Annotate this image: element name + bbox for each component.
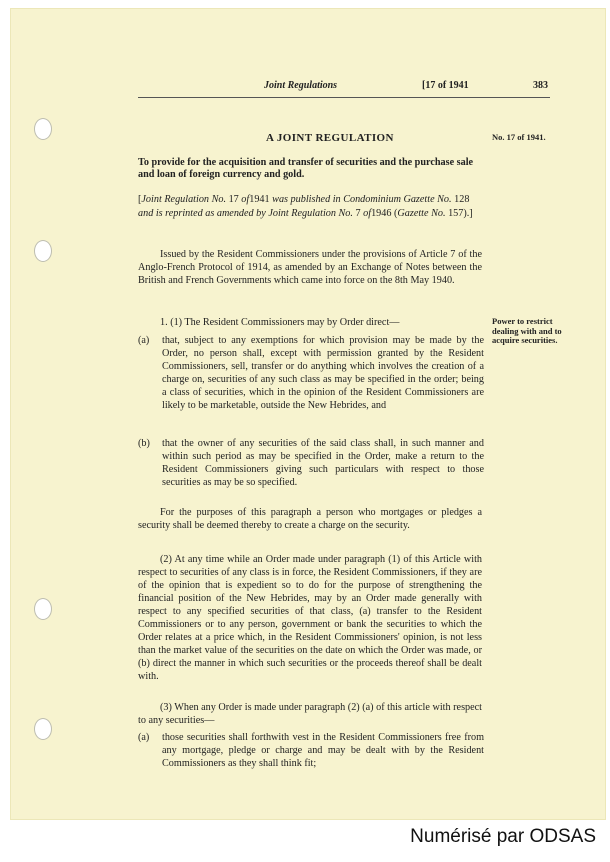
clause-3a-text: those securities shall forthwith vest in the Resident Commissioners free from any mortgage, pledge or charge and may be dealt with by the Resident Commissioners as they shall think fit; [162,732,484,769]
purposes-paragraph: For the purposes of this paragraph a person who mortgages or pledges a security shall be deemed thereby to create a charge on the security. [138,507,482,531]
binder-hole-3 [34,598,52,620]
digitization-watermark: Numérisé par ODSAS [410,826,596,847]
article-1-lead: 1. (1) The Resident Commissioners may by Order direct— [160,317,400,328]
margin-note-number: No. 17 of 1941. [492,132,546,142]
page-number: 383 [533,80,548,91]
document-page [10,8,606,820]
binder-hole-4 [34,718,52,740]
intro-paragraph: Issued by the Resident Commissioners under the provisions of Article 7 of the Anglo-French Protocol of 1914, as amended by an Exchange of Notes between the British and French Governments which came into force on the 8th May 1940. [138,249,482,286]
paragraph-2: (2) At any time while an Order made under paragraph (1) of this Article with respect to securities of any class is in force, the Resident Commissioners, if they are of the opinion that is expedient so to do for the purpose of strengthening the financial position of the New Hebrides, may by an Order made generally with respect to any specified securities of that class, (a) transfer to the Resident Commissioners or to any person, government or bank the securities to which the Order relates at a price which, in the Resident Commissioners' opinion, is not less than the market value of the securities on the date on which the Order was made, or (b) direct the manner in which such securities or the proceeds thereof shall be dealt with. [138,554,482,682]
clause-b-label: (b) [138,438,150,449]
margin-note-power: Power to restrict dealing with and to acquire securities. [492,316,562,345]
regulation-subtitle: To provide for the acquisition and transfer of securities and the purchase sale and loan of foreign currency and gold. [138,157,474,180]
clause-b-text: that the owner of any securities of the said class shall, in such manner and within such period as may be specified in the Order, make a return to the Resident Commissioners giving such particulars with respect to those securities as may be so specified. [162,438,484,488]
running-header-title: Joint Regulations [264,80,338,91]
binder-hole-2 [34,240,52,262]
paragraph-3: (3) When any Order is made under paragraph (2) (a) of this article with respect to any securities— [138,702,482,726]
clause-a-text: that, subject to any exemptions for which provision may be made by the Order, no person shall, except with permission granted by the Resident Commissioners, sell, transfer or do anything which involves the creation of a charge on, securities of any such class as may be specified in the order; being a class of securities, which in the opinion of the Resident Commissioners are likely to be marketable, outside the New Hebrides, and [162,335,484,411]
clause-3a [138,731,484,770]
header-rule [138,97,550,98]
publication-note: [Joint Regulation No. 17 of1941 was published in Condominium Gazette No. 128 and is reprinted as amended by Joint Regulation No. 7 of1946 (Gazette No. 157).] [138,194,473,219]
binder-hole-1 [34,118,52,140]
clause-a [138,334,484,412]
clause-b [138,437,484,489]
clause-a-label: (a) [138,335,150,346]
clause-3a-label: (a) [138,732,150,743]
running-header-reference: [17 of 1941 [422,80,469,91]
document-heading: A JOINT REGULATION [266,132,394,144]
